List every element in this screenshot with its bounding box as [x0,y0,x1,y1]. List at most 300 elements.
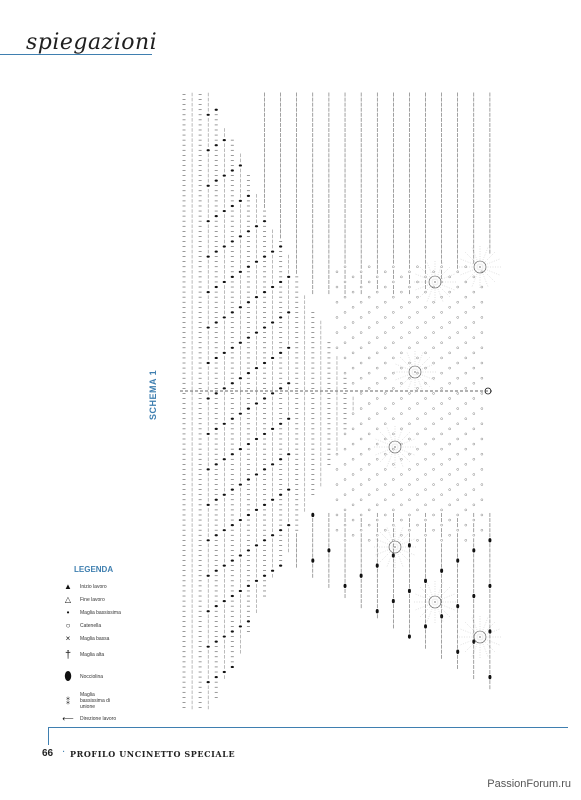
chain-mark [384,529,386,531]
chain-mark [352,321,354,323]
chain-mark [449,473,451,475]
chain-mark [360,423,362,425]
chain-mark [352,306,354,308]
bobble-mark [255,225,258,227]
chain-mark [408,484,410,486]
chain-mark [360,484,362,486]
chain-mark [392,403,394,405]
chain-mark [457,468,459,470]
petal-mark [379,431,395,447]
chain-mark [416,418,418,420]
chain-mark [336,514,338,516]
chain-mark [376,534,378,536]
bobble-mark [215,534,218,536]
chain-mark [336,316,338,318]
chain-mark [408,316,410,318]
chain-mark [368,433,370,435]
chain-mark [368,372,370,374]
chain-mark [473,276,475,278]
bobble-mark [263,504,266,506]
chain-mark [368,539,370,541]
bobble-mark [239,590,242,592]
bobble-mark [287,418,290,420]
bobble-mark [279,529,282,531]
chain-mark [457,362,459,364]
chain-mark [392,448,394,450]
chain-mark [433,316,435,318]
chain-mark [360,271,362,273]
chain-mark [457,529,459,531]
chain-mark [336,468,338,470]
chain-mark [392,463,394,465]
chain-mark [433,529,435,531]
petal-mark [435,266,451,282]
chain-mark [457,438,459,440]
legend-item [62,669,172,684]
chain-mark [433,468,435,470]
chain-mark [425,306,427,308]
petal-mark [419,602,435,618]
legend-title: LEGENDA [74,565,114,574]
chain-mark [481,332,483,334]
chain-mark [408,362,410,364]
chain-mark [368,342,370,344]
bobble-mark [279,565,282,567]
petal-mark [480,637,496,653]
chain-mark [344,327,346,329]
chain-mark [449,382,451,384]
chain-mark [473,443,475,445]
bobble-mark [279,245,282,247]
bobble-mark [344,584,347,588]
bobble-mark [223,494,226,496]
bobble-mark [247,230,250,232]
chain-mark [344,342,346,344]
bobble-mark [207,291,210,293]
chain-mark [368,281,370,283]
chain-mark [360,453,362,455]
chain-mark [441,357,443,359]
chain-mark [481,423,483,425]
chain-mark [416,524,418,526]
chain-mark [336,332,338,334]
chain-mark [392,494,394,496]
chain-mark [384,332,386,334]
bobble-mark [207,326,210,328]
bobble-mark [472,548,475,552]
bobble-mark [239,306,242,308]
petal-mark [399,372,415,388]
chain-mark [408,453,410,455]
chain-mark [368,327,370,329]
bobble-mark [223,458,226,460]
chain-mark [416,266,418,268]
chain-mark [425,397,427,399]
footer-divider [48,727,568,728]
chain-mark [465,357,467,359]
chain-mark [441,509,443,511]
chain-mark [408,529,410,531]
chain-mark [400,428,402,430]
chain-mark [481,453,483,455]
bobble-mark [231,205,234,207]
bobble-mark [287,347,290,349]
bobble-mark [263,575,266,577]
chain-mark [384,514,386,516]
petal-mark [464,267,480,283]
bobble-mark [223,529,226,531]
chain-mark [352,504,354,506]
bobble-mark [239,625,242,627]
bobble-mark [255,580,258,582]
bobble-mark [263,468,266,470]
bobble-mark [231,630,234,632]
bobble-mark [456,604,459,608]
bobble-mark [287,382,290,384]
chain-mark [376,458,378,460]
chain-mark [344,539,346,541]
legend-item [62,649,172,661]
chain-mark [376,291,378,293]
bobble-mark [279,387,282,389]
chain-mark [392,296,394,298]
chain-mark [352,382,354,384]
bobble-mark [215,109,218,111]
bobble-mark [231,382,234,384]
chain-mark [352,473,354,475]
legend-label: Direzione lavoro [80,715,117,722]
chain-mark [457,514,459,516]
chain-mark [360,316,362,318]
chain-mark [344,372,346,374]
chain-mark [376,397,378,399]
chain-mark [352,367,354,369]
chain-mark [481,484,483,486]
bobble-mark [231,240,234,242]
chain-mark [384,499,386,501]
chain-mark [376,473,378,475]
chain-mark [481,362,483,364]
legend-label: Maglia bassissima di unione [80,692,111,710]
chain-mark [400,352,402,354]
chain-mark [376,352,378,354]
petal-mark [419,282,435,298]
petal-mark [415,372,431,388]
chain-mark [408,499,410,501]
bobble-mark [231,169,234,171]
chain-mark [441,403,443,405]
work-direction-icon: ⟵ [62,714,74,723]
chain-mark [433,438,435,440]
chain-mark [481,408,483,410]
chain-mark [457,392,459,394]
chain-mark [473,489,475,491]
chain-mark [376,504,378,506]
chain-mark [344,494,346,496]
bobble-mark [279,316,282,318]
bobble-mark [207,397,210,399]
chain-mark [392,479,394,481]
bobble-mark [247,478,250,480]
bobble-mark [247,407,250,409]
chain-mark [449,458,451,460]
bobble-mark [207,185,210,187]
petal-mark [379,531,395,547]
chain-mark [416,357,418,359]
chain-mark [481,514,483,516]
bobble-mark [247,372,250,374]
chain-mark [465,296,467,298]
chain-mark [425,337,427,339]
bobble-mark [271,250,274,252]
chain-mark [344,524,346,526]
chain-mark [368,494,370,496]
chain-mark [449,489,451,491]
chain-mark [465,463,467,465]
chain-mark [441,342,443,344]
chain-mark [425,504,427,506]
crochet-chart-svg [180,92,502,710]
chain-mark [392,327,394,329]
chain-mark [368,418,370,420]
bobble-mark [263,539,266,541]
bobble-mark [215,286,218,288]
bobble-mark [392,599,395,603]
single-crochet-icon: × [65,634,71,643]
chain-mark [441,539,443,541]
legend-items [62,582,172,723]
chain-mark [449,443,451,445]
bobble-mark [376,563,379,567]
chain-mark [465,403,467,405]
chain-mark [408,332,410,334]
chain-mark [336,301,338,303]
chain-mark [416,296,418,298]
chain-mark [425,473,427,475]
chain-mark [473,306,475,308]
bobble-mark [247,514,250,516]
chain-mark [384,362,386,364]
bobble-mark [360,574,363,578]
bobble-mark [263,291,266,293]
bobble-mark [247,195,250,197]
chain-mark [368,524,370,526]
bobble-mark [287,524,290,526]
chain-mark [433,453,435,455]
chain-mark [360,529,362,531]
bobble-mark [263,397,266,399]
petal-mark [399,356,415,372]
chain-mark [473,534,475,536]
start-triangle-icon: ▲ [64,582,72,591]
chain-mark [449,352,451,354]
chain-mark [400,489,402,491]
chain-mark [449,428,451,430]
petal-mark [395,431,411,447]
chain-mark [433,332,435,334]
chain-mark [416,311,418,313]
bobble-mark [247,549,250,551]
chain-mark [465,311,467,313]
bobble-mark [279,352,282,354]
chain-mark [368,311,370,313]
legend-label: Maglia alta [80,652,105,658]
chain-mark [400,306,402,308]
bobble-mark [408,589,411,593]
chain-mark [441,463,443,465]
legend-label: Maglia bassissima [80,609,121,616]
legend-item [62,692,172,710]
chain-mark [368,479,370,481]
bobble-mark [263,220,266,222]
chain-mark [408,286,410,288]
petal-mark [435,586,451,602]
bobble-mark [255,367,258,369]
legend-label: Catenella [80,622,102,629]
petal-mark [435,282,451,298]
bobble-mark [247,585,250,587]
chain-mark [392,311,394,313]
chain-mark [344,433,346,435]
bobble-mark [239,448,242,450]
chain-mark [360,301,362,303]
chain-mark [449,337,451,339]
chain-mark [360,377,362,379]
chain-mark [416,387,418,389]
chain-mark [425,489,427,491]
chain-mark [473,397,475,399]
bobble-mark [231,524,234,526]
chain-mark [416,433,418,435]
bobble-mark [239,235,242,237]
chain-mark [400,519,402,521]
chain-mark [433,499,435,501]
bobble-mark [231,347,234,349]
chain-mark [441,387,443,389]
chain-mark [360,438,362,440]
chain-mark [336,347,338,349]
chain-mark [441,479,443,481]
chain-mark [352,291,354,293]
chain-mark [352,428,354,430]
legend-item [62,714,172,723]
bobble-mark [207,468,210,470]
chain-mark [384,484,386,486]
chain-mark [352,352,354,354]
chain-mark [368,387,370,389]
bobble-mark [287,311,290,313]
chain-mark [481,438,483,440]
chain-mark [352,458,354,460]
bobble-mark [215,215,218,217]
bobble-mark [215,144,218,146]
chain-mark [352,534,354,536]
chain-mark [473,367,475,369]
bobble-mark [207,114,210,116]
chain-mark [344,311,346,313]
chain-mark [360,499,362,501]
chain-mark [344,296,346,298]
chain-mark [457,377,459,379]
schema-label: SCHEMA 1 [148,369,158,420]
bobble-mark [231,595,234,597]
chain-mark [481,392,483,394]
bobble-mark [231,418,234,420]
chain-mark [392,418,394,420]
bobble-mark [223,635,226,637]
chain-mark [441,524,443,526]
chain-mark [384,271,386,273]
bobble-mark [215,250,218,252]
chain-mark [408,468,410,470]
footer-divider-tick [48,727,49,745]
petal-mark [419,586,435,602]
chain-mark [360,514,362,516]
legend-item [62,608,172,617]
chain-mark [465,418,467,420]
chain-mark [368,296,370,298]
bobble-mark [223,281,226,283]
chain-mark [425,413,427,415]
bobble-mark [247,301,250,303]
chain-mark [384,453,386,455]
bobble-mark [207,610,210,612]
bobble-mark [271,570,274,572]
chain-mark [408,347,410,349]
legend-label: Nocciolina [80,673,104,680]
chain-mark [408,301,410,303]
chain-mark [408,423,410,425]
chain-mark [376,519,378,521]
bobble-mark [215,321,218,323]
chain-mark [392,524,394,526]
slip-stitch-icon: • [66,608,70,617]
chain-mark [400,397,402,399]
chain-mark [352,276,354,278]
chain-mark [344,357,346,359]
bobble-mark [271,499,274,501]
bobble-mark [424,579,427,583]
bobble-mark [255,473,258,475]
chain-mark [465,342,467,344]
chain-mark [400,291,402,293]
bobble-mark [207,220,210,222]
bobble-mark [287,489,290,491]
chain-mark [336,484,338,486]
chain-mark [416,342,418,344]
bobble-mark [311,513,314,517]
chain-mark [481,286,483,288]
double-crochet-icon: † [64,649,72,661]
crochet-chart [180,92,502,710]
chain-mark [384,301,386,303]
chain-mark [360,362,362,364]
chain-mark [449,519,451,521]
chain-mark [481,316,483,318]
chain-mark [336,529,338,531]
chain-mark [441,494,443,496]
chain-mark [392,342,394,344]
chain-mark [360,332,362,334]
chain-mark [352,413,354,415]
chain-mark [368,357,370,359]
chain-mark [449,534,451,536]
bobble-mark [424,624,427,628]
chain-mark [473,382,475,384]
bobble-mark [488,675,491,679]
bobble-mark [223,600,226,602]
bobble-mark [408,634,411,638]
